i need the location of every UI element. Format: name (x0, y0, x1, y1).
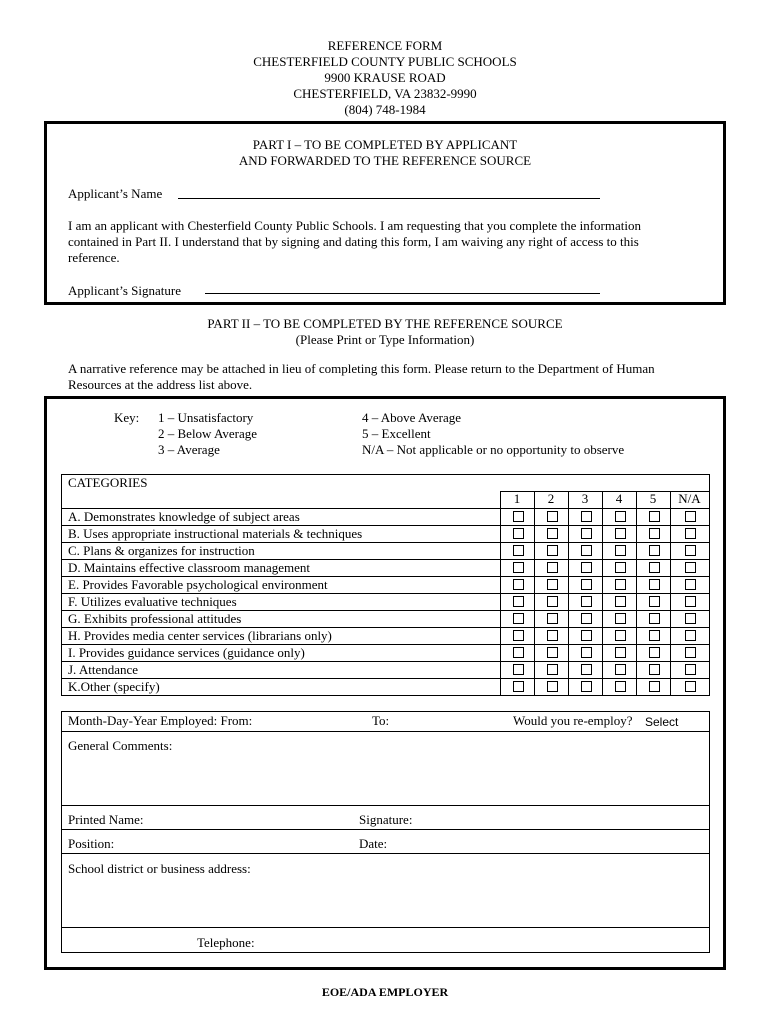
rating-checkbox[interactable] (581, 528, 592, 539)
position-label: Position: (68, 836, 115, 851)
rating-checkbox[interactable] (685, 664, 696, 675)
rating-checkbox[interactable] (685, 596, 696, 607)
rating-checkbox[interactable] (649, 596, 660, 607)
rating-checkbox[interactable] (615, 613, 626, 624)
rating-checkbox[interactable] (513, 562, 524, 573)
key-2: 2 – Below Average (158, 426, 258, 441)
rating-checkbox[interactable] (581, 596, 592, 607)
rating-checkbox[interactable] (547, 511, 558, 522)
category-label: K.Other (specify) (68, 679, 160, 694)
rating-checkbox[interactable] (649, 647, 660, 658)
rating-checkbox[interactable] (513, 596, 524, 607)
section-row-line (61, 853, 710, 854)
part1-title: PART I – TO BE COMPLETED BY APPLICANT (252, 137, 518, 152)
rating-checkbox[interactable] (513, 681, 524, 692)
categories-header: CATEGORIES (68, 475, 148, 490)
key-1: 1 – Unsatisfactory (158, 410, 254, 425)
table-border-top (61, 474, 710, 475)
rating-column-header: 1 (513, 491, 521, 506)
rating-checkbox[interactable] (513, 528, 524, 539)
category-label: F. Utilizes evaluative techniques (68, 594, 237, 609)
rating-checkbox[interactable] (685, 545, 696, 556)
rating-checkbox[interactable] (547, 613, 558, 624)
rating-checkbox[interactable] (685, 613, 696, 624)
table-border-bottom (61, 695, 710, 696)
section-row-line (61, 805, 710, 806)
reference-signature-label: Signature: (359, 812, 413, 827)
reemploy-label: Would you re-employ? (513, 713, 633, 728)
section-row-line (61, 731, 710, 732)
address-field[interactable] (62, 879, 708, 925)
column-line (500, 491, 501, 695)
applicant-name-label: Applicant’s Name (68, 186, 163, 201)
rating-checkbox[interactable] (581, 613, 592, 624)
category-label: A. Demonstrates knowledge of subject areas (68, 509, 300, 524)
printed-name-label: Printed Name: (68, 812, 144, 827)
rating-checkbox[interactable] (513, 647, 524, 658)
rating-checkbox[interactable] (615, 647, 626, 658)
rating-checkbox[interactable] (581, 664, 592, 675)
rating-checkbox[interactable] (649, 613, 660, 624)
phone-number: (804) 748-1984 (344, 102, 426, 117)
rating-checkbox[interactable] (615, 579, 626, 590)
rating-checkbox[interactable] (547, 664, 558, 675)
rating-checkbox[interactable] (615, 528, 626, 539)
rating-checkbox[interactable] (513, 630, 524, 641)
rating-checkbox[interactable] (513, 613, 524, 624)
category-label: C. Plans & organizes for instruction (68, 543, 255, 558)
form-title: REFERENCE FORM (327, 38, 443, 53)
rating-checkbox[interactable] (649, 681, 660, 692)
column-line (636, 491, 637, 695)
rating-checkbox[interactable] (649, 511, 660, 522)
statement-line-1: I am an applicant with Chesterfield County Public Schools. I am requesting that you complete the information (68, 218, 641, 233)
rating-checkbox[interactable] (649, 630, 660, 641)
rating-checkbox[interactable] (547, 562, 558, 573)
employed-from-label: Month-Day-Year Employed: From: (68, 713, 253, 728)
rating-checkbox[interactable] (513, 545, 524, 556)
category-label: G. Exhibits professional attitudes (68, 611, 242, 626)
rating-checkbox[interactable] (649, 664, 660, 675)
rating-checkbox[interactable] (649, 545, 660, 556)
section-row-line (61, 927, 710, 928)
key-na: N/A – Not applicable or no opportunity to observe (362, 442, 625, 457)
rating-checkbox[interactable] (581, 545, 592, 556)
key-label: Key: (114, 410, 140, 425)
telephone-label: Telephone: (197, 935, 255, 950)
rating-checkbox[interactable] (581, 579, 592, 590)
rating-checkbox[interactable] (547, 630, 558, 641)
key-3: 3 – Average (158, 442, 220, 457)
rating-checkbox[interactable] (685, 511, 696, 522)
rating-checkbox[interactable] (513, 664, 524, 675)
rating-checkbox[interactable] (649, 562, 660, 573)
rating-checkbox[interactable] (581, 562, 592, 573)
footer-eoe: EOE/ADA EMPLOYER (321, 985, 449, 999)
part2-title: PART II – TO BE COMPLETED BY THE REFERENCE SOURCE (207, 316, 563, 331)
general-comments-field[interactable] (62, 756, 708, 802)
section-row-line (61, 952, 710, 953)
narrative-line-2: Resources at the address list above. (68, 377, 253, 392)
rating-checkbox[interactable] (615, 545, 626, 556)
rating-checkbox[interactable] (615, 630, 626, 641)
applicant-name-field[interactable] (178, 198, 600, 199)
section-border-right (709, 711, 710, 952)
street-address: 9900 KRAUSE ROAD (324, 70, 446, 85)
row-line (61, 661, 710, 662)
rating-checkbox[interactable] (513, 579, 524, 590)
rating-column-header: 5 (649, 491, 657, 506)
rating-checkbox[interactable] (581, 647, 592, 658)
rating-checkbox[interactable] (581, 681, 592, 692)
rating-column-header: 3 (581, 491, 589, 506)
rating-checkbox[interactable] (547, 596, 558, 607)
rating-checkbox[interactable] (649, 579, 660, 590)
rating-checkbox[interactable] (615, 562, 626, 573)
category-label: D. Maintains effective classroom management (68, 560, 310, 575)
rating-checkbox[interactable] (513, 511, 524, 522)
part2-subtitle: (Please Print or Type Information) (295, 332, 475, 347)
key-4: 4 – Above Average (362, 410, 462, 425)
rating-checkbox[interactable] (547, 579, 558, 590)
general-comments-label: General Comments: (68, 738, 173, 753)
rating-checkbox[interactable] (685, 528, 696, 539)
category-label: E. Provides Favorable psychological environment (68, 577, 328, 592)
applicant-signature-label: Applicant’s Signature (68, 283, 182, 298)
category-label: I. Provides guidance services (guidance only) (68, 645, 305, 660)
rating-checkbox[interactable] (547, 647, 558, 658)
rating-checkbox[interactable] (581, 511, 592, 522)
statement-line-3: reference. (68, 250, 120, 265)
category-label: J. Attendance (68, 662, 139, 677)
narrative-line-1: A narrative reference may be attached in lieu of completing this form. Please return to the Department of Human (68, 361, 655, 376)
part1-subtitle: AND FORWARDED TO THE REFERENCE SOURCE (238, 153, 532, 168)
rating-checkbox[interactable] (615, 511, 626, 522)
reemploy-select[interactable]: Select (645, 715, 679, 729)
column-line (602, 491, 603, 695)
address-label: School district or business address: (68, 861, 251, 876)
column-line (568, 491, 569, 695)
rating-checkbox[interactable] (615, 664, 626, 675)
rating-column-header: 4 (615, 491, 623, 506)
organization-name: CHESTERFIELD COUNTY PUBLIC SCHOOLS (253, 54, 517, 69)
rating-checkbox[interactable] (581, 630, 592, 641)
statement-line-2: contained in Part II. I understand that by signing and dating this form, I am waiving any right of access to this (68, 234, 639, 249)
date-label: Date: (359, 836, 388, 851)
rating-checkbox[interactable] (685, 630, 696, 641)
rating-checkbox[interactable] (649, 528, 660, 539)
rating-column-header: 2 (547, 491, 555, 506)
rating-checkbox[interactable] (685, 562, 696, 573)
rating-checkbox[interactable] (685, 681, 696, 692)
key-5: 5 – Excellent (362, 426, 431, 441)
rating-checkbox[interactable] (547, 528, 558, 539)
section-row-line (61, 829, 710, 830)
column-line (534, 491, 535, 695)
rating-checkbox[interactable] (685, 647, 696, 658)
rating-checkbox[interactable] (685, 579, 696, 590)
applicant-signature-field[interactable] (205, 293, 600, 294)
rating-checkbox[interactable] (615, 681, 626, 692)
rating-column-header: N/A (678, 491, 701, 506)
column-line (670, 491, 671, 695)
rating-checkbox[interactable] (547, 545, 558, 556)
category-label: H. Provides media center services (librarians only) (68, 628, 332, 643)
city-state-zip: CHESTERFIELD, VA 23832-9990 (293, 86, 477, 101)
employed-to-label: To: (372, 713, 390, 728)
category-label: B. Uses appropriate instructional materials & techniques (68, 526, 363, 541)
rating-checkbox[interactable] (615, 596, 626, 607)
section-row-line (61, 711, 710, 712)
rating-checkbox[interactable] (547, 681, 558, 692)
